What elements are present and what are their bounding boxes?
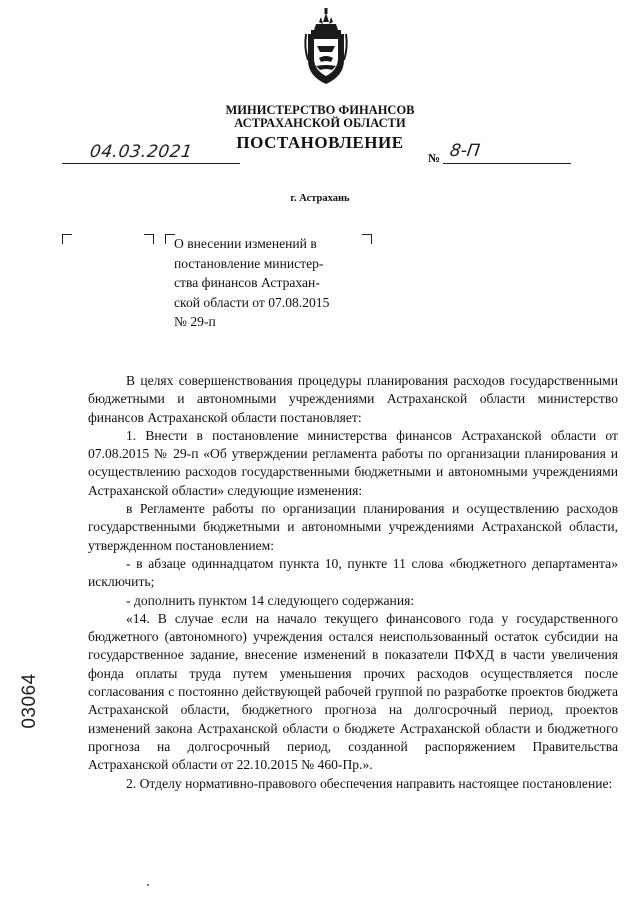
body-paragraph: в Регламенте работы по организации планирования и осуществлению расходов государственными бюджетными и автономными учреждениями Астраханской области, утвержденном постановлением: — [88, 501, 618, 553]
date-underline — [62, 163, 240, 164]
number-sign: № — [428, 151, 441, 165]
subject-right-bracket-icon — [362, 234, 372, 244]
subject-line: О внесении изменений в — [174, 236, 317, 251]
body-paragraph: - в абзаце одиннадцатом пункта 10, пункте 11 слова «бюджетного департамента» исключить; — [88, 555, 618, 590]
handwritten-date: 04.03.2021 — [88, 142, 194, 162]
document-subject — [174, 234, 358, 332]
body-paragraph: 2. Отделу нормативно-правового обеспечения направить настоящее постановление: — [126, 775, 613, 791]
body-paragraph: В целях совершенствования процедуры планирования расходов государственными бюджетными и автономными учреждениями Астраханской области министерство финансов Астраханской области постановляет: — [88, 373, 618, 425]
subject-line: № 29-п — [174, 314, 216, 329]
document-body — [88, 372, 618, 793]
astrakhan-coat-of-arms-icon — [302, 8, 350, 88]
document-type-title: ПОСТАНОВЛЕНИЕ — [236, 133, 404, 152]
registration-stamp-number — [16, 664, 44, 734]
ministry-name-line1: МИНИСТЕРСТВО ФИНАНСОВ — [225, 103, 415, 117]
right-bracket-corner-icon — [144, 234, 154, 244]
left-bracket-corner-icon — [62, 234, 72, 244]
registration-number-text: 03064 — [19, 673, 40, 729]
handwritten-number: 8-П — [448, 141, 482, 161]
body-paragraph: «14. В случае если на начало текущего финансового года у государственного бюджетного (автономного) учреждения остался неиспользованный остаток субсидии на государственное задание, внесение изменений в показатели ПФХД в части увеличения фонда оплаты труда путем уменьшения прочих расходов осуществляется после согласования с постоянно действующей рабочей группой по разработке проектов бюджета Астраханской области, бюджетного прогноза на долгосрочный период, проектов изменений закона Астраханской области о бюджете Астраханской области и бюджетного прогноза на долгосрочный период, созданной распоряжением Правительства Астраханской области от 22.10.2015 № 460-Пр.». — [88, 610, 618, 773]
ministry-name-line2: АСТРАХАНСКОЙ ОБЛАСТИ — [234, 116, 406, 130]
subject-line: постановление министер- — [174, 255, 324, 271]
number-underline — [443, 163, 571, 164]
scan-speck — [147, 884, 149, 886]
subject-line: ства финансов Астрахан- — [174, 275, 320, 290]
body-paragraph: - дополнить пунктом 14 следующего содержания: — [126, 592, 415, 608]
subject-line: ской области от 07.08.2015 — [174, 294, 330, 310]
body-paragraph: 1. Внести в постановление министерства финансов Астраханской области от 07.08.2015 № 29-п «Об утверждении регламента работы по организации планирования и осуществлению расходов государственными бюджетными и автономными учреждениями Астраханской области» следующие изменения: — [88, 427, 618, 498]
city-label: г. Астрахань — [290, 193, 350, 204]
